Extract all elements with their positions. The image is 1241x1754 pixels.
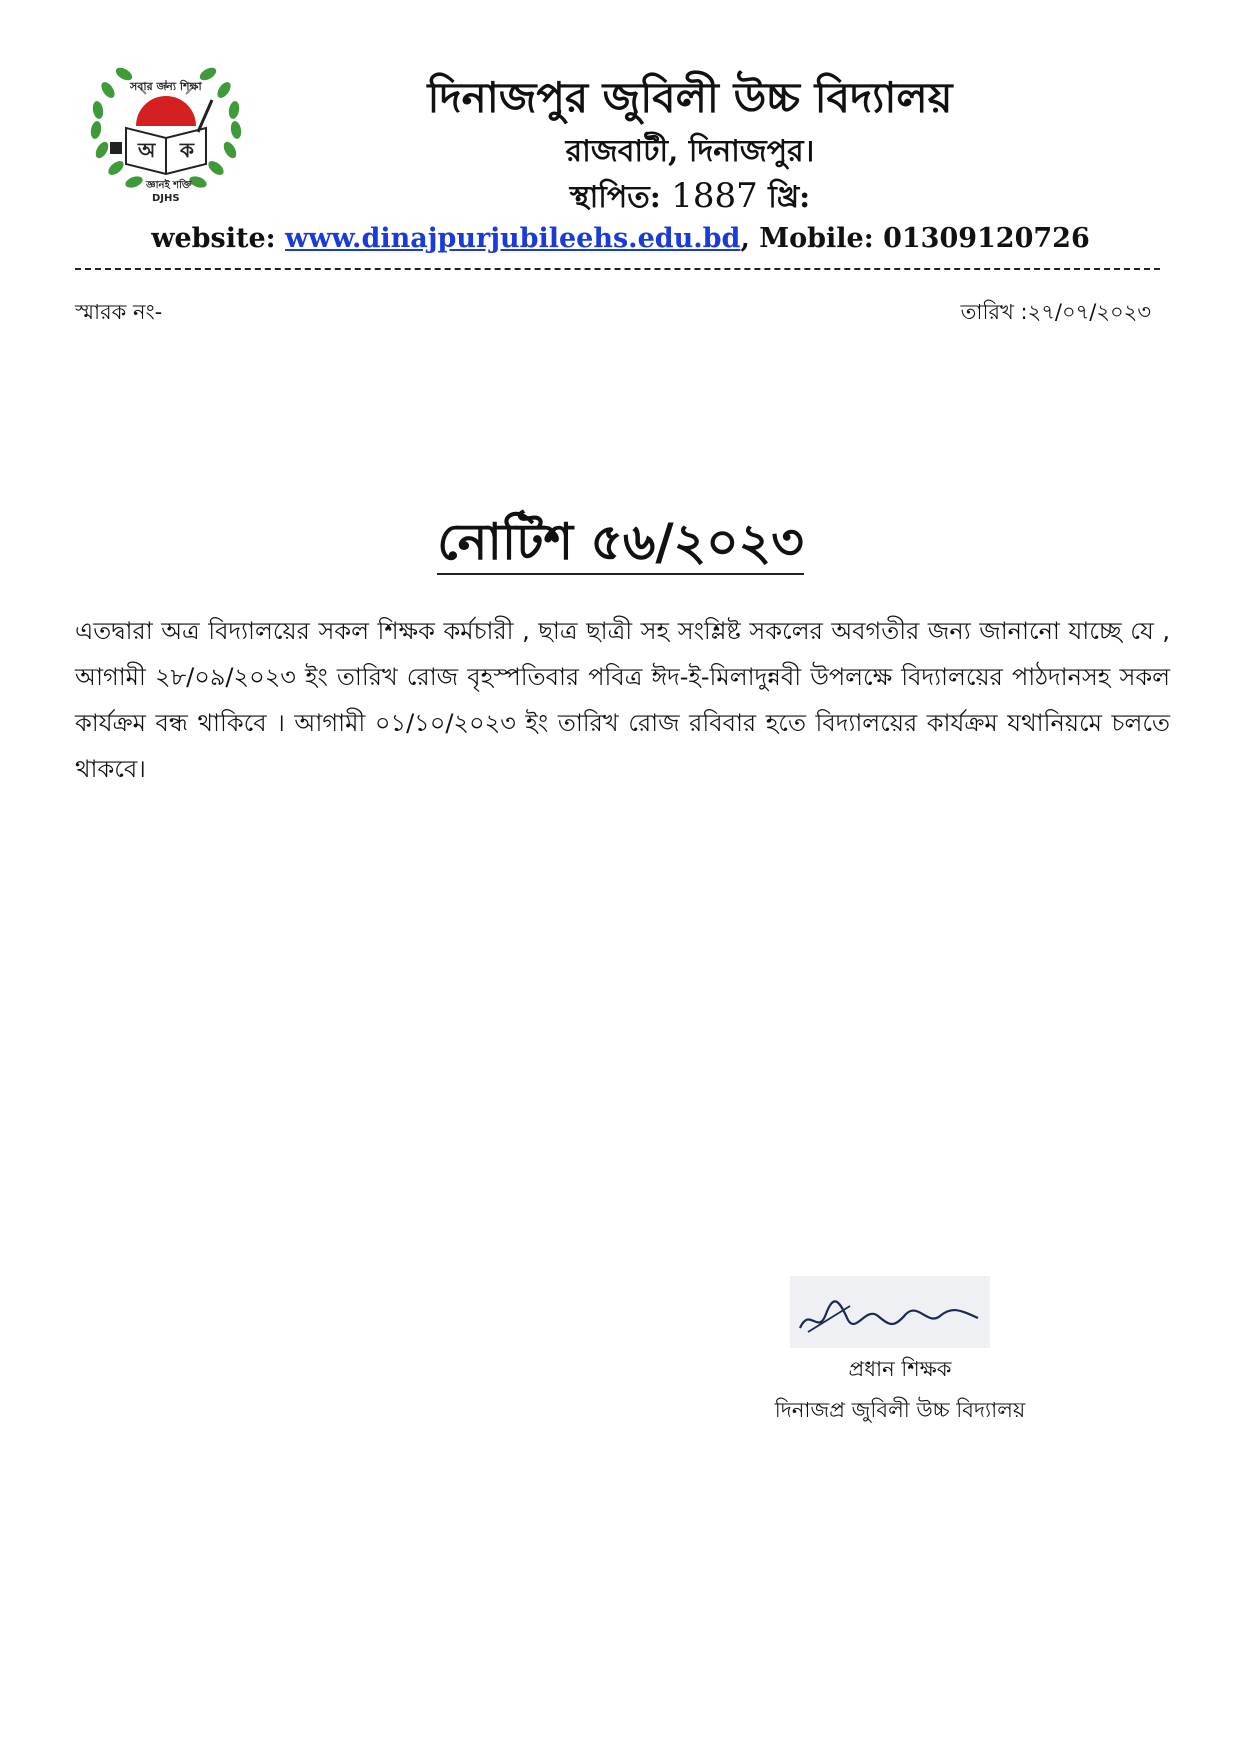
mobile-label: , Mobile:: [740, 223, 874, 254]
contact-line: [0, 222, 1241, 256]
logo-book-left-letter: অ: [138, 138, 156, 162]
logo-abbr: DJHS: [152, 193, 180, 204]
signatory-school: দিনাজপ্র জুবিলী উচ্চ বিদ্যালয়: [774, 1398, 1026, 1422]
notice-body: এতদ্বারা অত্র বিদ্যালয়ের সকল শিক্ষক কর্মচারী , ছাত্র ছাত্রী সহ সংশ্লিষ্ট সকলের অবগতীর জন্য জানানো যাচ্ছে যে , আগামী ২৮/০৯/২০২৩ ইং তারিখ রোজ বৃহস্পতিবার পবিত্র ঈদ-ই-মিলাদুন্নবী উপলক্ষে বিদ্যালয়ের পাঠদানসহ সকল কার্যক্রম বন্ধ থাকিবে । আগামী ০১/১০/২০২৩ ইং তারিখ রোজ রবিবার হতে বিদ্যালয়ের কার্যক্রম যথানিয়মে চলতে থাকবে।: [75, 617, 1170, 783]
signature-image: [790, 1276, 990, 1348]
header-divider: [75, 268, 1160, 270]
memo-number: স্মারক নং-: [75, 300, 163, 324]
notice-title-text: নোটিশ ৫৬/২০২৩: [437, 513, 803, 575]
notice-date: তারিখ :২৭/০৭/২০২৩: [960, 300, 1151, 324]
website-label: website:: [151, 223, 276, 254]
letterhead: [150, 72, 1090, 218]
signatory-title: প্রধান শিক্ষক: [848, 1357, 952, 1381]
established-year: 1887: [671, 176, 758, 216]
school-address: রাজবাটী, দিনাজপুর।: [565, 134, 815, 169]
website-link[interactable]: www.dinajpurjubileehs.edu.bd: [285, 223, 741, 254]
signature-icon: [790, 1276, 990, 1348]
established-suffix: খ্রি:: [768, 180, 811, 215]
logo-bottom-text: জ্ঞানই শক্তি: [146, 180, 192, 191]
school-name: দিনাজপুর জুবিলী উচ্চ বিদ্যালয়: [427, 73, 953, 122]
logo-top-text: সবার জন্য শিক্ষা: [130, 80, 202, 93]
logo-book-right-letter: ক: [180, 138, 194, 162]
established-label: স্থাপিত:: [569, 180, 661, 215]
established-line: [290, 176, 1090, 218]
notice-title: [0, 510, 1241, 574]
mobile-number: 01309120726: [883, 223, 1090, 254]
